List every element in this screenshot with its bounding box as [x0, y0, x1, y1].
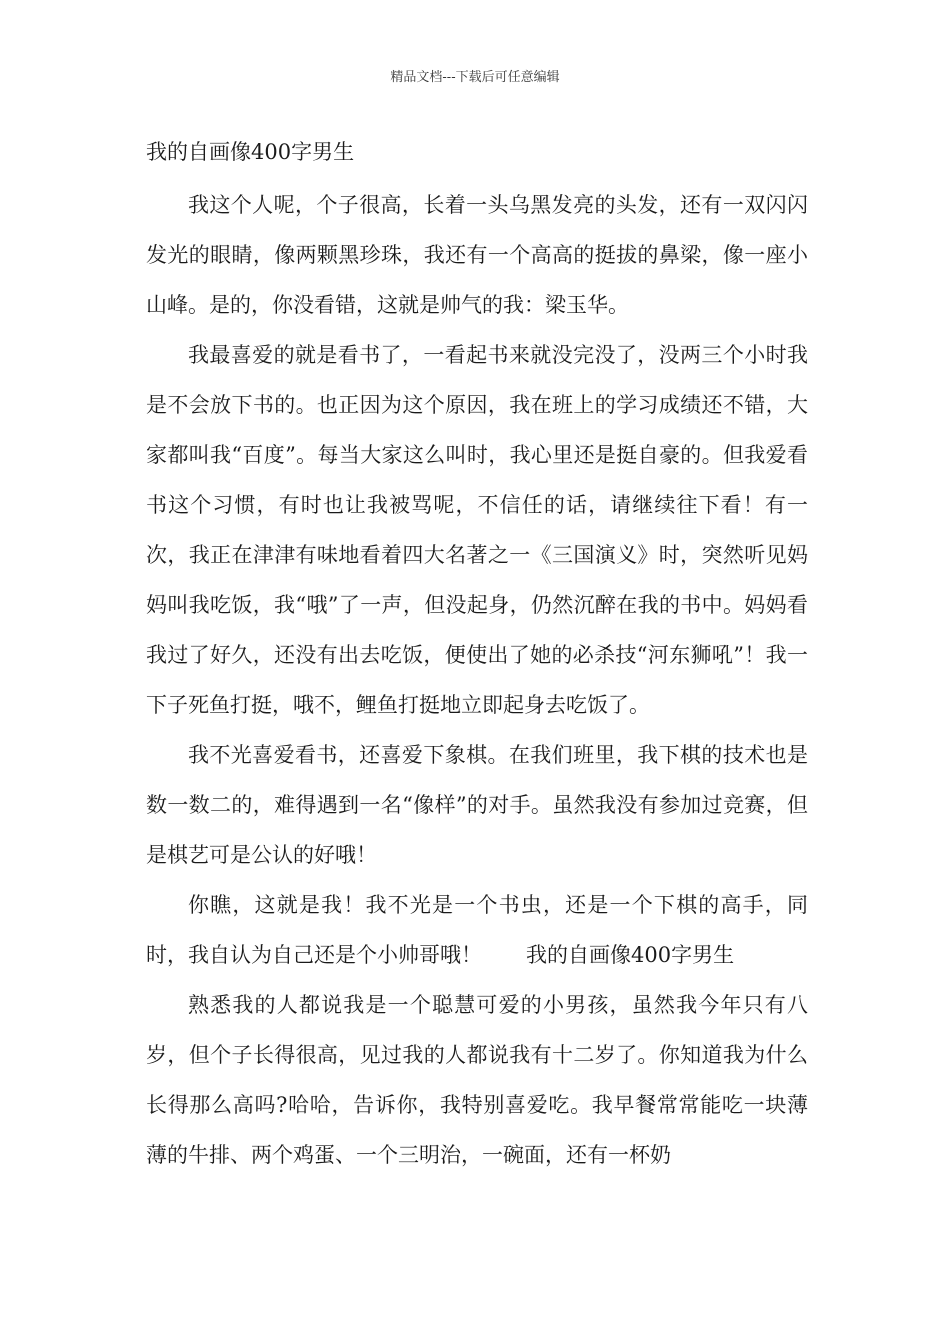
paragraph-2: 我最喜爱的就是看书了，一看起书来就没完没了，没两三个小时我是不会放下书的。也正因为这个原因，我在班上的学习成绩还不错，大家都叫我“百度”。每当大家这么叫时，我心里还是挺自豪的。但我爱看书这个习惯，有时也让我被骂呢，不信任的话，请继续往下看！有一次，我正在津津有味地看着四大名著之一《三国演义》时，突然听见妈妈叫我吃饭，我“哦”了一声，但没起身，仍然沉醉在我的书中。妈妈看我过了好久，还没有出去吃饭，便使出了她的必杀技“河东狮吼”！我一下子死鱼打挺，哦不，鲤鱼打挺地立即起身去吃饭了。 [146, 343, 808, 717]
inline-title: 我的自画像400字男生 [526, 943, 735, 967]
paragraph-4-text: 你瞧，这就是我！我不光是一个书虫，还是一个下棋的高手，同时，我自认为自己还是个小帅哥哦！ [146, 893, 808, 967]
paragraph-4 [146, 880, 808, 980]
paragraph-5: 熟悉我的人都说我是一个聪慧可爱的小男孩，虽然我今年只有八岁，但个子长得很高，见过我的人都说我有十二岁了。你知道我为什么长得那么高吗?哈哈，告诉你，我特别喜爱吃。我早餐常常能吃一块薄薄的牛排、两个鸡蛋、一个三明治，一碗面，还有一杯奶 [146, 993, 808, 1167]
document-body [146, 180, 808, 1180]
paragraph-3: 我不光喜爱看书，还喜爱下象棋。在我们班里，我下棋的技术也是数一数二的，难得遇到一名“像样”的对手。虽然我没有参加过竞赛，但是棋艺可是公认的好哦！ [146, 743, 808, 867]
paragraph-1: 我这个人呢，个子很高，长着一头乌黑发亮的头发，还有一双闪闪发光的眼睛，像两颗黑珍珠，我还有一个高高的挺拔的鼻梁，像一座小山峰。是的，你没看错，这就是帅气的我：梁玉华。 [146, 193, 808, 317]
document-title: 我的自画像400字男生 [146, 140, 355, 164]
page-header: 精品文档---下载后可任意编辑 [390, 70, 560, 85]
